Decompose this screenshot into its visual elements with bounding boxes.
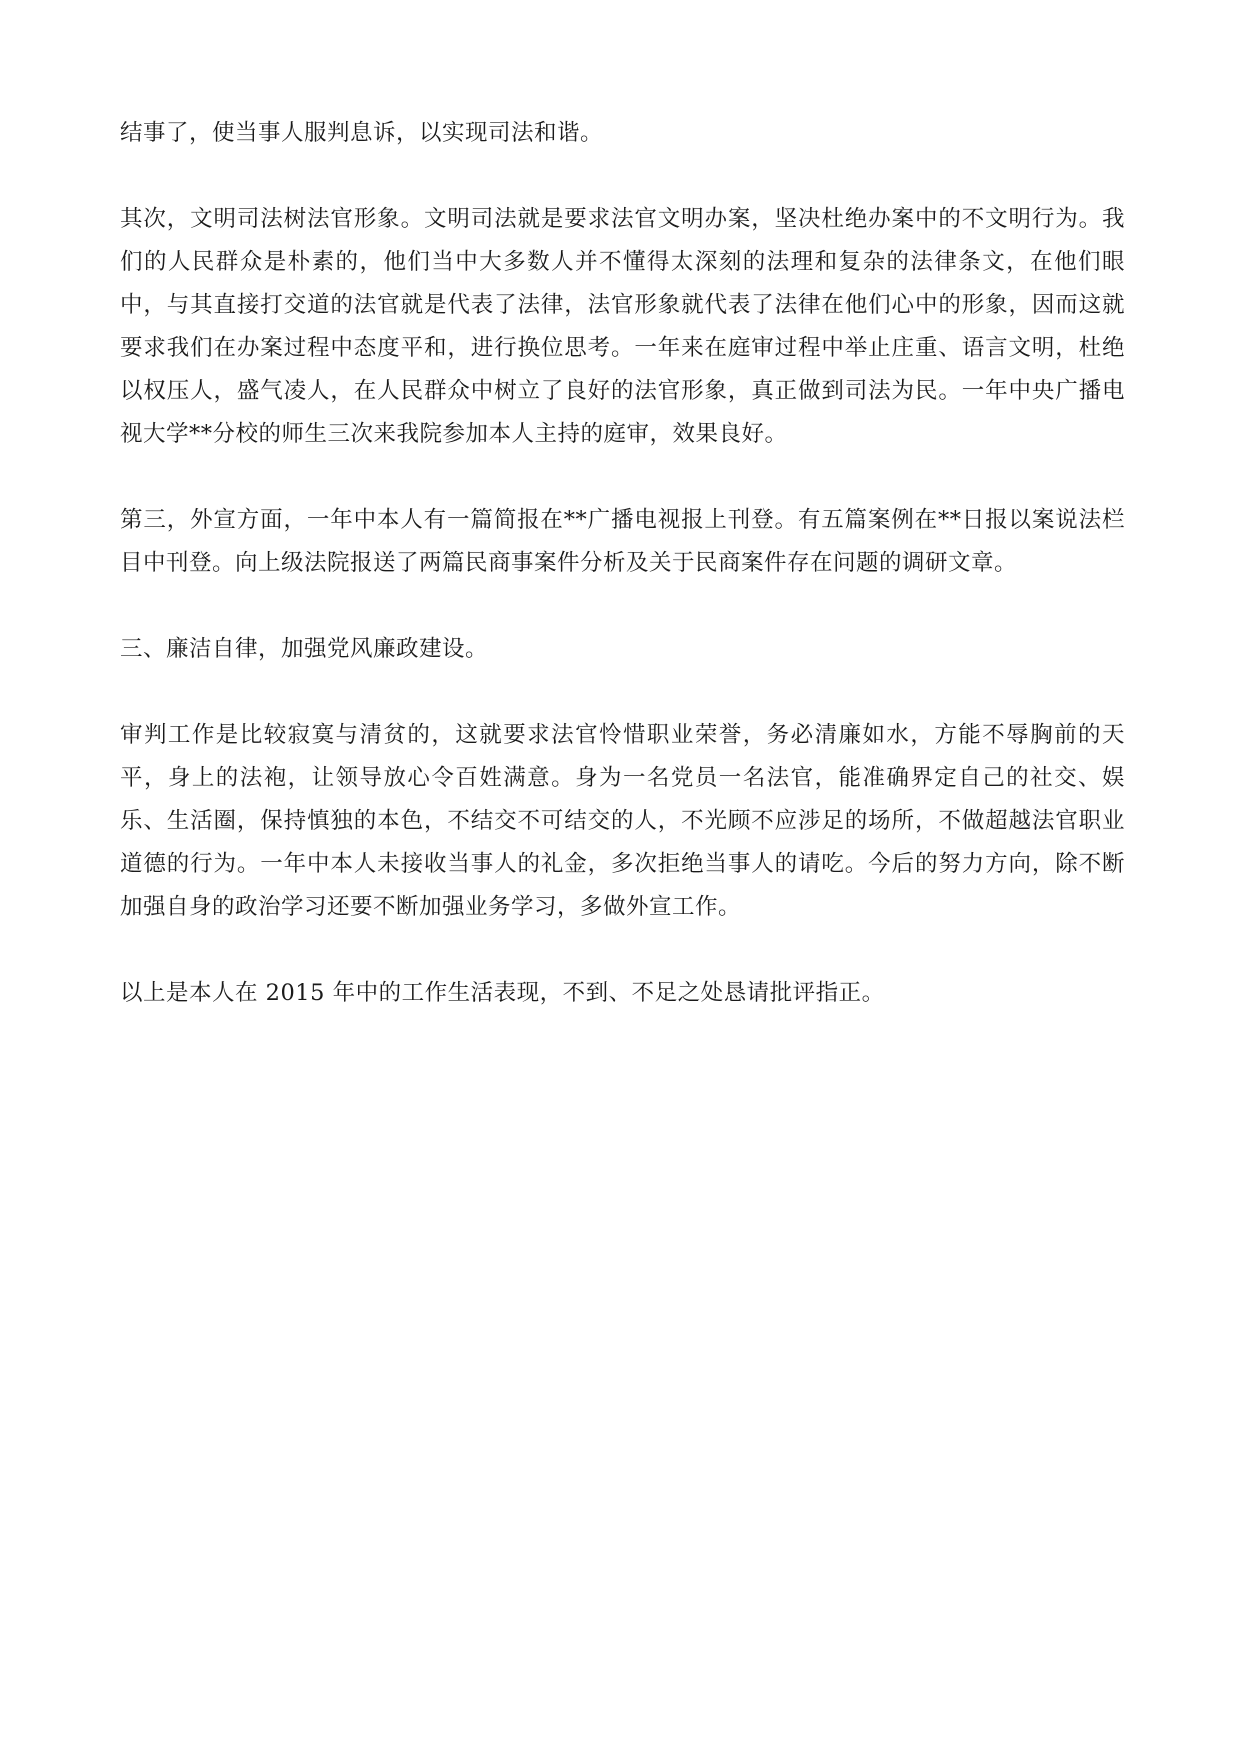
paragraph-publicity: 第三，外宣方面，一年中本人有一篇简报在**广播电视报上刊登。有五篇案例在**日报以案说法栏目中刊登。向上级法院报送了两篇民商事案件分析及关于民商案件存在问题的调研文章。: [120, 507, 1125, 576]
paragraph-conclusion: 以上是本人在 2015 年中的工作生活表现，不到、不足之处恳请批评指正。: [120, 980, 885, 1006]
section-heading-integrity: 三、廉洁自律，加强党风廉政建设。: [120, 636, 489, 662]
paragraph-integrity: 审判工作是比较寂寞与清贫的，这就要求法官怜惜职业荣誉，务必清廉如水，方能不辱胸前的天平，身上的法袍，让领导放心令百姓满意。身为一名党员一名法官，能准确界定自己的社交、娱乐、生活圈，保持慎独的本色，不结交不可结交的人，不光顾不应涉足的场所，不做超越法官职业道德的行为。一年中本人未接收当事人的礼金，多次拒绝当事人的请吃。今后的努力方向，除不断加强自身的政治学习还要不断加强业务学习，多做外宣工作。: [120, 722, 1125, 920]
paragraph-closing-previous: 结事了，使当事人服判息诉，以实现司法和谐。: [120, 120, 604, 146]
document-body: [120, 112, 1125, 1058]
paragraph-civilized-justice: 其次，文明司法树法官形象。文明司法就是要求法官文明办案，坚决杜绝办案中的不文明行为。我们的人民群众是朴素的，他们当中大多数人并不懂得太深刻的法理和复杂的法律条文，在他们眼中，与其直接打交道的法官就是代表了法律，法官形象就代表了法律在他们心中的形象，因而这就要求我们在办案过程中态度平和，进行换位思考。一年来在庭审过程中举止庄重、语言文明，杜绝以权压人，盛气凌人，在人民群众中树立了良好的法官形象，真正做到司法为民。一年中央广播电视大学**分校的师生三次来我院参加本人主持的庭审，效果良好。: [120, 206, 1125, 447]
